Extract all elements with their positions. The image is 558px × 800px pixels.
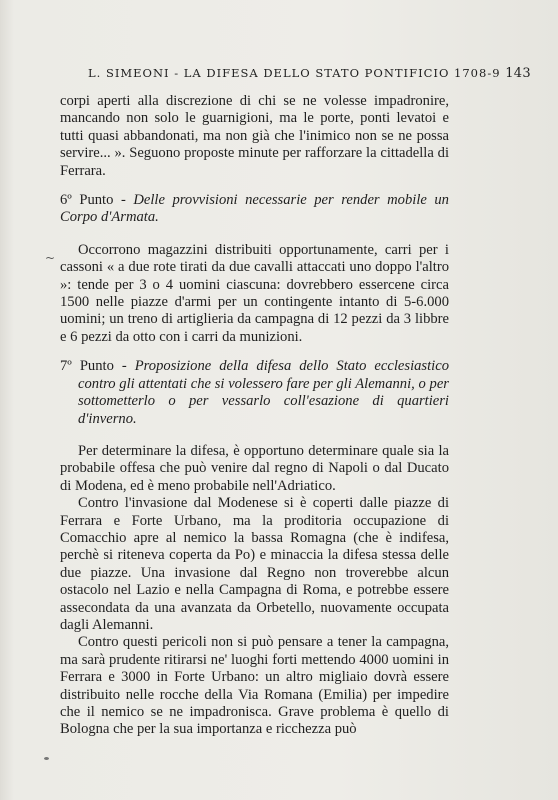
margin-mark: ~	[45, 251, 56, 265]
paragraph-continuation: corpi aperti alla discrezione di chi se ne volesse impadronire, mancando non solo le guarnigioni, ma le porte, ponti levatoi e tutti quasi abbandonati, ma non già che l'inimico non se ne possa servire... ». Seguono proposte minute per rafforzare la cittadella di Ferrara.	[60, 93, 449, 179]
paragraph: Occorrono magazzini distribuiti opportunamente, carri per i cassoni « a due rote tirati da due cavalli attaccati uno doppo l'altro »: tende per 3 o 4 uomini ciascuna: dovrebbero essercene circa 1500 nelle piazze d'armi per un contingente intanto di 5-6.000 uomini; un treno di artiglieria da campagna di 12 pezzi da 3 libbre e 6 pezzi da otto con i carri da munizioni.	[60, 241, 449, 345]
running-header	[88, 66, 531, 81]
section-heading-6	[60, 192, 449, 227]
page-number: 143	[505, 66, 531, 81]
section-title-7: Proposizione della difesa dello Stato ecclesiastico contro gli attentati che si volessero fare per gli Alemanni, o per sottometterlo o per vessarlo coll'esazione di quartieri d'inverno.	[78, 358, 449, 427]
paragraph: Contro l'invasione dal Modenese si è coperti dalle piazze di Ferrara e Forte Urbano, ma la proditoria occupazione di Comacchio apre al nemico la bassa Romagna (che è indifesa, perchè si riteneva coperta da Po) e minaccia la difesa stessa delle due piazze. Una invasione dal Regno non troverebbe alcun ostacolo nel Lazio e nella Campagna di Roma, e potrebbe essere assecondata da una avanzata da Orbetello, nuovamente occupata dagli Alemanni.	[60, 495, 449, 633]
section-label-7: 7º Punto -	[60, 358, 127, 375]
paragraph: Per determinare la difesa, è opportuno determinare quale sia la probabile offesa che può venire dal regno di Napoli o dal Ducato di Modena, ed è meno probabile nell'Adriatico.	[60, 442, 449, 494]
running-title: L. SIMEONI - LA DIFESA DELLO STATO PONTIFICIO 1708-9	[88, 66, 501, 80]
paragraph: Contro questi pericoli non si può pensare a tener la campagna, ma sarà prudente ritirarsi ne' luoghi forti mettendo 4000 uomini in Ferrara e 3000 in Forte Urbano: un altro migliaio dovrà essere distribuito nelle rocche della Via Romana (Emilia) per impedire che il nemico se ne impadronisca. Grave problema è quello di Bologna che per la sua importanza e ricchezza può	[60, 634, 449, 738]
section-label-6: 6º Punto -	[60, 192, 126, 209]
ink-speck	[44, 757, 49, 760]
section-heading-7	[60, 358, 449, 428]
body-text	[60, 93, 449, 739]
section-title-6: Delle provvisioni necessarie per render mobile un Corpo d'Armata.	[60, 192, 449, 226]
